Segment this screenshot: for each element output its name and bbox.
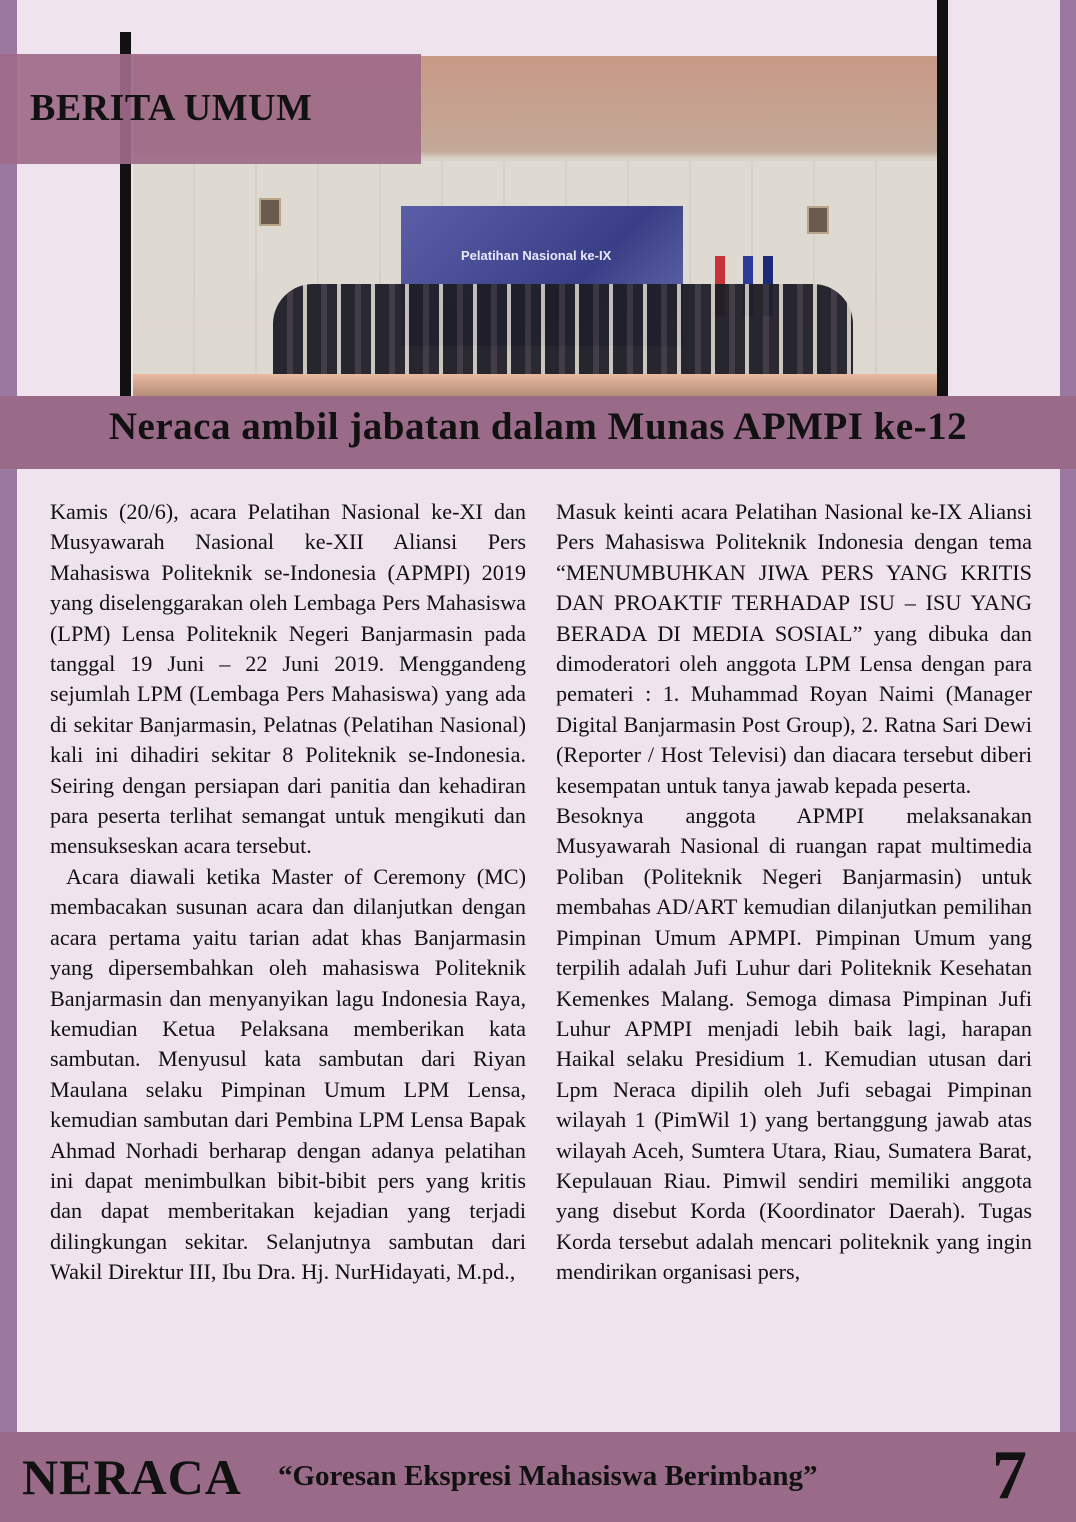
- right-border-strip: [1060, 0, 1076, 1522]
- article-column-left: [50, 497, 526, 1288]
- article-column-right: [556, 497, 1032, 1288]
- article-headline: Neraca ambil jabatan dalam Munas APMPI ke-12: [108, 405, 968, 448]
- section-label: BERITA UMUM: [30, 87, 313, 129]
- left-border-strip: [0, 0, 17, 1522]
- paragraph: Masuk keinti acara Pelatihan Nasional ke-IX Aliansi Pers Mahasiswa Politeknik Indonesia dengan tema “MENUMBUHKAN JIWA PERS YANG KRITIS DAN PROAKTIF TERHADAP ISU – ISU YANG BERADA DI MEDIA SOSIAL” yang dibuka dan dimoderatori oleh anggota LPM Lensa dengan para pemateri : 1. Muhammad Royan Naimi (Manager Digital Banjarmasin Post Group), 2. Ratna Sari Dewi (Reporter / Host Televisi) dan diacara tersebut diberi kesempatan untuk tanya jawab kepada peserta.: [556, 499, 1032, 798]
- magazine-brand: NERACA: [22, 1449, 242, 1505]
- banner-text: Pelatihan Nasional ke-IX: [461, 248, 612, 263]
- stage-decoration: [133, 374, 937, 396]
- accent-bar-right: [937, 0, 948, 400]
- magazine-tagline: “Goresan Ekspresi Mahasiswa Berimbang”: [278, 1460, 818, 1492]
- paragraph: Acara diawali ketika Master of Ceremony (MC) membacakan susunan acara dan dilanjutkan dengan acara pertama yaitu tarian adat khas Banjarmasin yang dipersembahkan oleh mahasiswa Politeknik Banjarmasin dan menyanyikan lagu Indonesia Raya, kemudian Ketua Pelaksana memberikan kata sambutan. Menyusul kata sambutan dari Riyan Maulana selaku Pimpinan Umum LPM Lensa, kemudian sambutan dari Pembina LPM Lensa Bapak Ahmad Norhadi berharap dengan adanya pelatihan ini dapat menimbulkan bibit-bibit pers yang kritis dan dapat memberitakan kejadian yang terjadi dilingkungan sekitar. Selanjutnya sambutan dari Wakil Direktur III, Ibu Dra. Hj. NurHidayati, M.pd.,: [50, 863, 526, 1285]
- portrait-frame-left: [259, 198, 281, 226]
- participants-group: [273, 284, 853, 379]
- portrait-frame-right: [807, 206, 829, 234]
- page-number: 7: [992, 1437, 1027, 1514]
- paragraph: Kamis (20/6), acara Pelatihan Nasional ke-XI dan Musyawarah Nasional ke-XII Aliansi Pers Mahasiswa Politeknik se-Indonesia (APMPI) 2019 yang diselenggarakan oleh Lembaga Pers Mahasiswa (LPM) Lensa Politeknik Negeri Banjarmasin pada tanggal 19 Juni – 22 Juni 2019. Menggandeng sejumlah LPM (Lembaga Pers Mahasiswa) yang ada di sekitar Banjarmasin, Pelatnas (Pelatihan Nasional) kali ini dihadiri sekitar 8 Politeknik se-Indonesia. Seiring dengan persiapan dari panitia dan kehadiran para peserta terlihat semangat untuk mengikuti dan mensukseskan acara tersebut.: [50, 499, 526, 859]
- paragraph: Besoknya anggota APMPI melaksanakan Musyawarah Nasional di ruangan rapat multimedia Poliban (Politeknik Negeri Banjarmasin) untuk membahas AD/ART kemudian dilanjutkan pemilihan Pimpinan Umum APMPI. Pimpinan Umum yang terpilih adalah Jufi Luhur dari Politeknik Kesehatan Kemenkes Malang. Semoga dimasa Pimpinan Jufi Luhur APMPI menjadi lebih baik lagi, harapan Haikal selaku Presidium 1. Kemudian utusan dari Lpm Neraca dipilih oleh Jufi sebagai Pimpinan wilayah 1 (PimWil 1) yang bertanggung jawab atas wilayah Aceh, Sumtera Utara, Riau, Sumatera Barat, Kepulauan Riau. Pimwil sendiri memiliki anggota yang disebut Korda (Koordinator Daerah). Tugas Korda tersebut adalah mencari politeknik yang ingin mendirikan organisasi pers,: [556, 803, 1032, 1285]
